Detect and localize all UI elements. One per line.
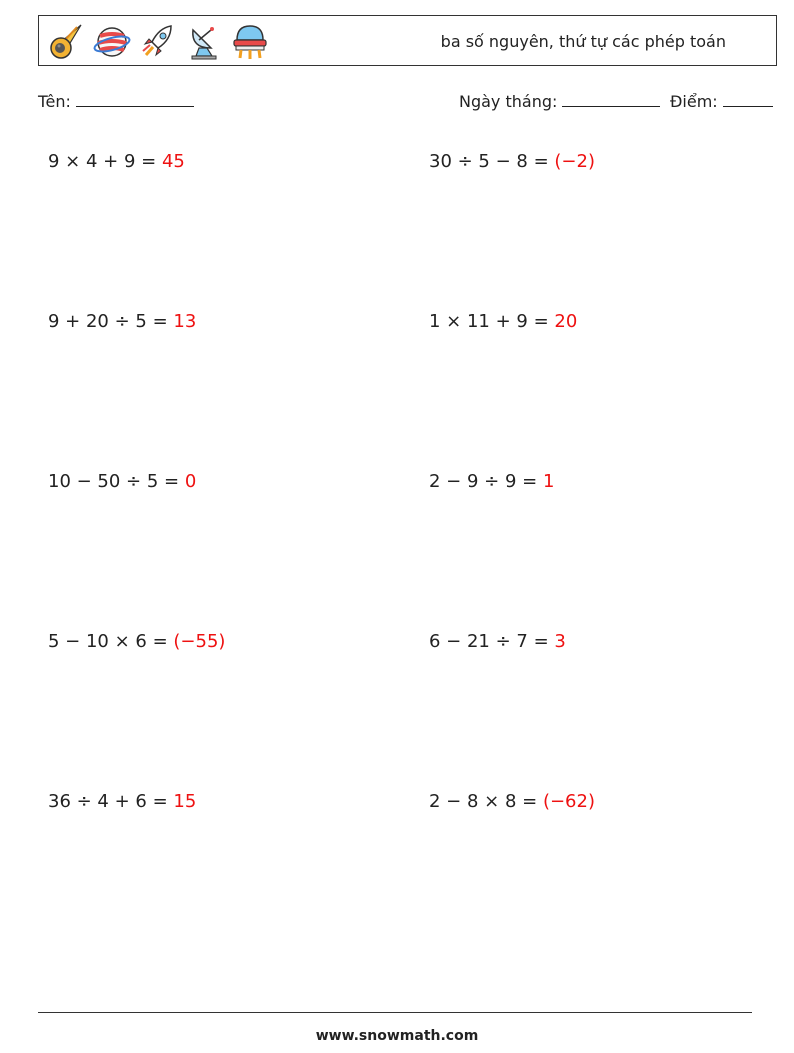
problem-5 [48,471,196,492]
problem-answer: 1 [542,471,555,492]
problem-7 [48,631,225,652]
planet-icon [93,22,131,62]
date-label: Ngày tháng: [459,92,558,111]
footer-url: www.snowmath.com [315,1028,479,1044]
problem-expression: 2 − 9 ÷ 9 = [429,471,543,492]
problem-expression: 6 − 21 ÷ 7 = [429,631,555,652]
score-blank [723,92,773,107]
name-blank [76,92,194,107]
problem-answer: (−2) [554,151,595,172]
problem-answer: (−62) [542,791,595,812]
score-label: Điểm: [670,92,718,111]
problem-2 [429,151,595,172]
name-field [38,92,194,111]
problem-answer: 20 [554,311,578,332]
problem-expression: 30 ÷ 5 − 8 = [429,151,555,172]
problem-1 [48,151,185,172]
score-field [670,92,773,111]
problem-4 [429,311,577,332]
date-blank [562,92,660,107]
problem-9 [48,791,196,812]
problem-8 [429,631,566,652]
problem-expression: 36 ÷ 4 + 6 = [48,791,174,812]
rocket-icon [139,22,177,62]
problem-expression: 10 − 50 ÷ 5 = [48,471,185,492]
problem-10 [429,791,595,812]
problem-answer: 45 [161,151,185,172]
worksheet-title: ba số nguyên, thứ tự các phép toán [440,32,726,51]
problem-3 [48,311,196,332]
icon-strip [47,20,269,64]
problem-6 [429,471,554,492]
problem-answer: 3 [554,631,566,652]
name-label: Tên: [38,92,71,111]
problem-expression: 5 − 10 × 6 = [48,631,174,652]
problem-expression: 2 − 8 × 8 = [429,791,543,812]
satellite-dish-icon [185,22,223,62]
problem-expression: 9 + 20 ÷ 5 = [48,311,174,332]
problem-answer: 0 [184,471,197,492]
problem-answer: 13 [173,311,197,332]
comet-icon [47,22,85,62]
problem-answer: (−55) [173,631,226,652]
problem-expression: 9 × 4 + 9 = [48,151,162,172]
problem-answer: 15 [173,791,197,812]
problem-expression: 1 × 11 + 9 = [429,311,555,332]
header-box [38,15,777,66]
footer-divider [38,1012,752,1013]
ufo-icon [231,22,269,62]
date-field [459,92,660,111]
